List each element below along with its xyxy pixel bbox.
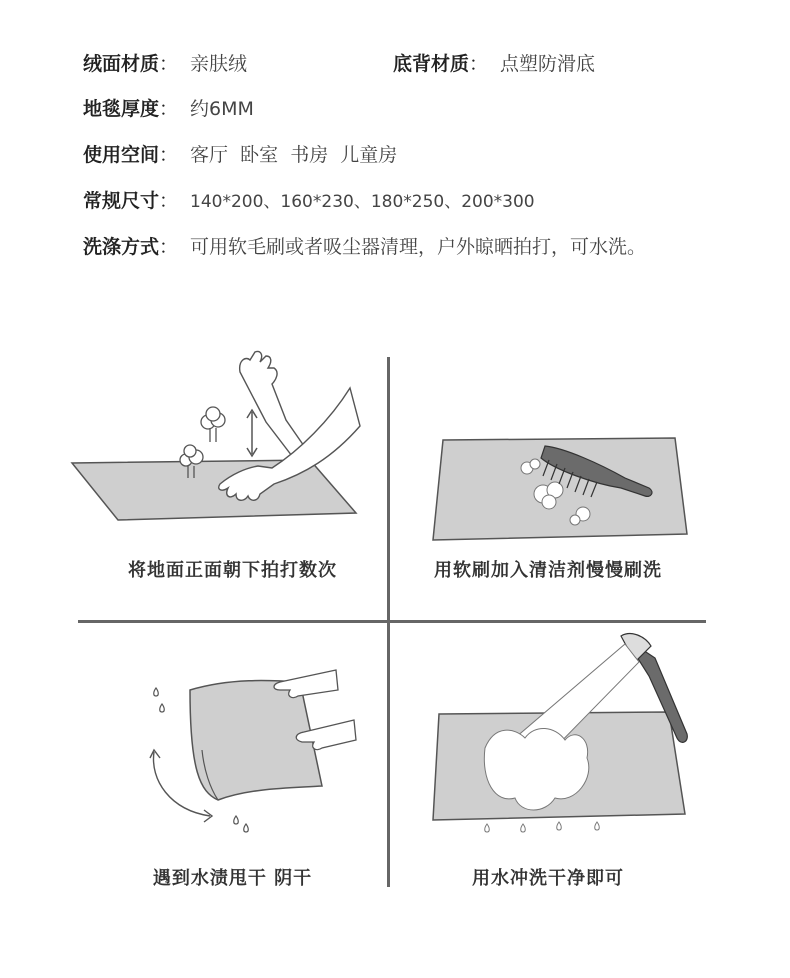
spec-label: 常规尺寸 — [83, 190, 160, 212]
spec-backing-material — [393, 52, 595, 76]
colon: ： — [159, 144, 179, 166]
spec-value: 亲肤绒 — [190, 53, 248, 75]
colon: ： — [159, 236, 179, 258]
spec-thickness — [83, 97, 254, 121]
spec-value: 约6MM — [190, 98, 254, 120]
spec-value: 点塑防滑底 — [500, 53, 596, 75]
up-down-arrow-icon — [247, 410, 257, 456]
mat-icon — [72, 460, 356, 520]
colon: ： — [469, 53, 489, 75]
spec-value: 客厅 卧室 书房 儿童房 — [190, 144, 398, 166]
step-caption: 遇到水渍甩干 阴干 — [152, 868, 313, 889]
spec-label: 底背材质 — [393, 53, 470, 75]
spec-usage-space — [83, 143, 397, 167]
shake-dry-illustration — [140, 660, 370, 850]
spec-value: 140*200、160*230、180*250、200*300 — [190, 192, 535, 212]
spec-label: 使用空间 — [83, 144, 160, 166]
horizontal-divider — [78, 620, 706, 623]
spec-label: 绒面材质 — [83, 53, 160, 75]
spec-label: 地毯厚度 — [83, 98, 160, 120]
step-caption: 用软刷加入清洁剂慢慢刷洗 — [434, 560, 662, 581]
colon: ： — [159, 53, 179, 75]
spec-pile-material — [83, 52, 247, 76]
colon: ： — [159, 190, 179, 212]
step-caption: 将地面正面朝下拍打数次 — [128, 560, 337, 581]
rinse-mat-illustration — [425, 628, 705, 848]
colon: ： — [159, 98, 179, 120]
beat-mat-illustration — [60, 350, 380, 540]
spec-sizes — [83, 189, 535, 214]
brush-mat-illustration — [425, 430, 695, 550]
raised-hand-icon — [240, 351, 304, 456]
water-drop-icon — [485, 822, 600, 832]
spec-value: 可用软毛刷或者吸尘器清理，户外晾晒拍打，可水洗。 — [190, 236, 647, 258]
spec-washing — [83, 235, 646, 259]
spec-label: 洗涤方式 — [83, 236, 160, 258]
step-caption: 用水冲洗干净即可 — [472, 868, 624, 889]
